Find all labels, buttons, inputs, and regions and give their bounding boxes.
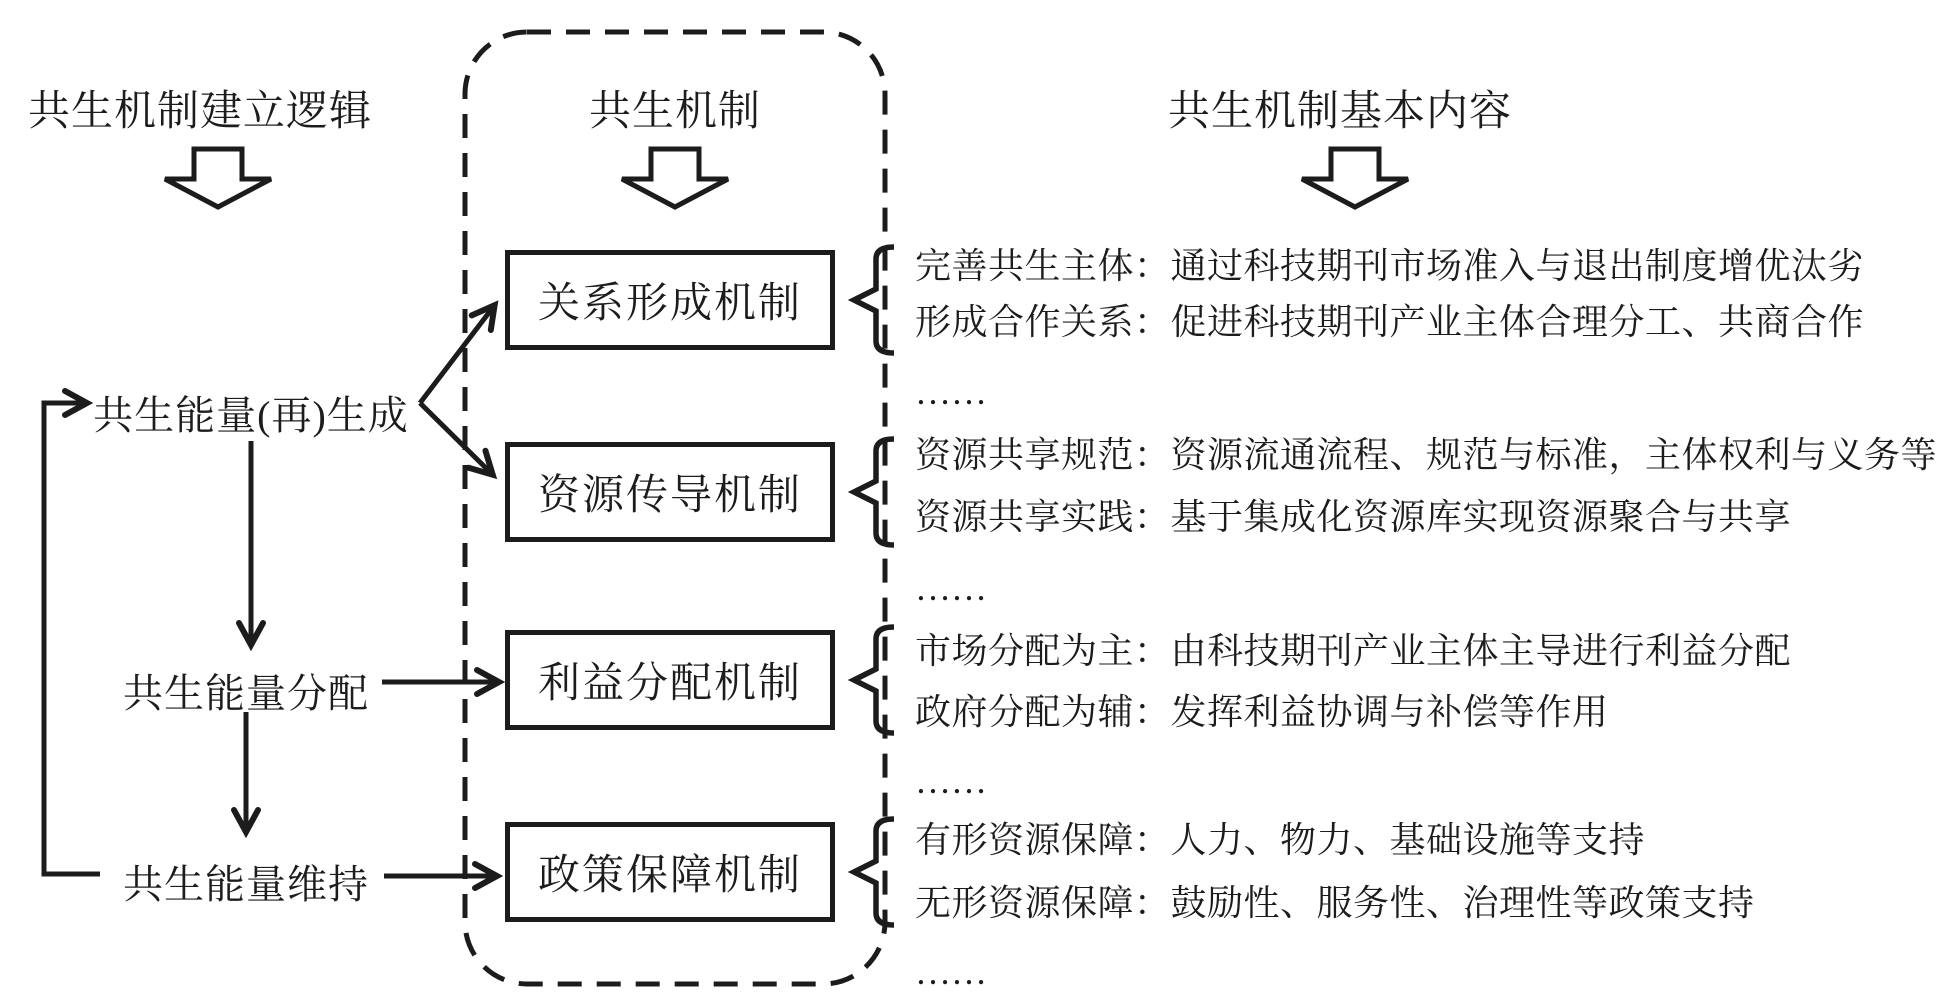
detail-line: 形成合作关系：促进科技期刊产业主体合理分工、共商合作	[915, 302, 1865, 342]
detail-line: 无形资源保障：鼓励性、服务性、治理性等政策支持	[915, 883, 1755, 923]
left-column-title: 共生机制建立逻辑	[27, 89, 372, 135]
left-brace-icon	[848, 816, 896, 928]
arrow-regenerate-to-resource-box	[420, 403, 492, 474]
flow-node-energy-maintenance: 共生能量维持	[123, 862, 369, 907]
mechanism-box-benefit-distribution: 利益分配机制	[505, 630, 835, 730]
detail-line: 有形资源保障：人力、物力、基础设施等支持	[915, 820, 1646, 860]
ellipsis-line: ……	[915, 372, 987, 412]
left-brace-icon	[848, 244, 896, 356]
mechanism-box-resource-transmission: 资源传导机制	[505, 442, 835, 542]
right-column-title: 共生机制基本内容	[1167, 89, 1512, 135]
down-block-arrow-icon	[619, 146, 731, 210]
ellipsis-line: ……	[915, 761, 987, 801]
detail-line: 资源共享实践：基于集成化资源库实现资源聚合与共享	[915, 497, 1792, 537]
mechanism-box-relation-formation: 关系形成机制	[505, 250, 835, 350]
middle-column-title: 共生机制	[588, 89, 761, 135]
left-brace-icon	[848, 436, 896, 548]
detail-line: 政府分配为辅：发挥利益协调与补偿等作用	[915, 692, 1609, 732]
mechanism-box-policy-guarantee: 政策保障机制	[505, 822, 835, 922]
ellipsis-line: ……	[915, 568, 987, 608]
flow-node-energy-regeneration: 共生能量(再)生成	[93, 393, 409, 438]
feedback-loop-arrow	[44, 403, 100, 874]
down-block-arrow-icon	[1299, 146, 1411, 210]
ellipsis-line: ……	[915, 952, 987, 992]
detail-line: 完善共生主体：通过科技期刊市场准入与退出制度增优汰劣	[915, 246, 1865, 286]
detail-line: 市场分配为主：由科技期刊产业主体主导进行利益分配	[915, 631, 1792, 671]
arrow-regenerate-to-relation-box	[420, 306, 494, 403]
detail-line: 资源共享规范：资源流通流程、规范与标准，主体权利与义务等	[915, 435, 1938, 475]
left-brace-icon	[848, 624, 896, 736]
flow-node-energy-distribution: 共生能量分配	[123, 671, 369, 716]
down-block-arrow-icon	[162, 146, 274, 210]
